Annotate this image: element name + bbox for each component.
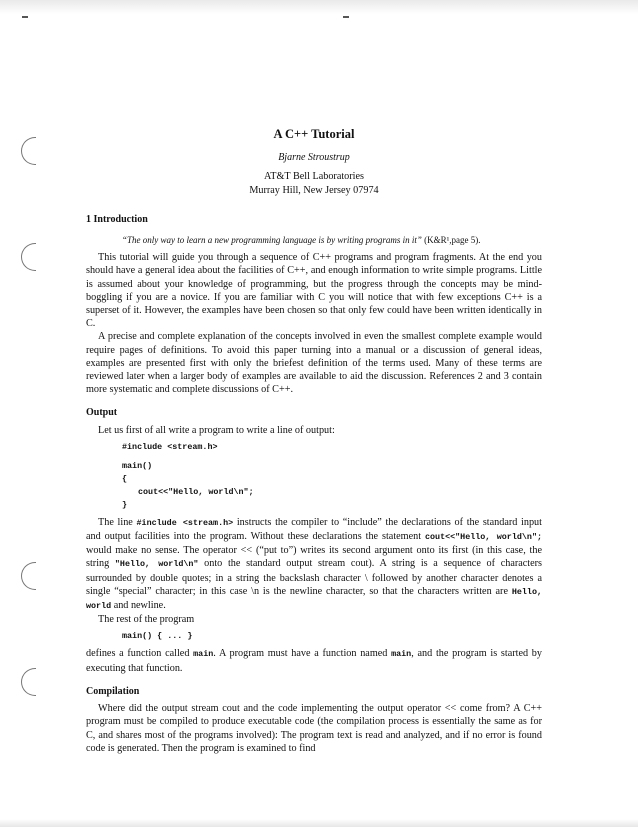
paragraph: A precise and complete explanation of the concepts involved in even the smallest complete example would require pages of definitions. To avoid this paper turning into a manual or a discussion of general ideas, examples are presented first with only the briefest definition of the terms used. Many of these terms are reviewed later when a larger body of examples are available to aid the discussion. References 2 and 3 contain more systematic and complete discussions of C++. (86, 331, 542, 396)
code-block (122, 630, 542, 643)
inline-code: Hello, world (86, 586, 542, 612)
paragraph (86, 647, 542, 674)
affiliation-line: AT&T Bell Laboratories (264, 171, 364, 183)
paragraph-text: onto the standard output stream cout). A string is a sequence of characters surrounded by double quotes; in a string the backslash character \ followed by another character denotes a single “special” character; in this case \n is the newline character, so that the characters written are (86, 558, 542, 597)
paragraph-text: . A program must have a function named (213, 648, 392, 660)
scan-mark (22, 16, 28, 18)
code-line: { (122, 473, 128, 484)
paragraph: This tutorial will guide you through a sequence of C++ programs and program fragments. At the end you should have a general idea about the facilities of C++, and enough information to write simple programs. Little is assumed about your knowledge of programming, but the progress through the concepts may be mind-boggling if you are a novice. If you are familiar with C you will notice that with few exceptions C++ is a superset of it. However, the examples have been chosen so that only few could have been written identically in C. (86, 252, 542, 330)
epigraph-text: “The only way to learn a new programming language is by writing programs in it” (122, 235, 422, 246)
inline-code: main (391, 649, 412, 660)
scan-edge-top (0, 0, 638, 14)
binder-hole-icon (21, 562, 36, 590)
paragraph: Let us first of all write a program to write a line of output: (98, 424, 335, 436)
paragraph: The rest of the program (98, 614, 195, 626)
code-line: #include <stream.h> (122, 441, 218, 452)
inline-code: cout<<"Hello, world\n"; (425, 532, 542, 543)
inline-code: "Hello, world\n" (114, 559, 199, 570)
paragraph-text: defines a function called (86, 648, 194, 660)
document-page (86, 128, 542, 755)
inline-code: main (193, 649, 214, 660)
affiliation-line: Murray Hill, New Jersey 07974 (249, 184, 379, 196)
paragraph-text: would make no sense. The operator << (“put to”) writes its second argument onto its first (in this case, the string (86, 545, 542, 570)
inline-code: #include <stream.h> (136, 517, 234, 528)
paragraph: Where did the output stream cout and the code implementing the output operator << come from? A C++ program must be compiled to produce executable code (the compilation process is essentially the same as for C, and shares most of the programs involved): The program text is read and analyzed, and if no error is found code is generated. Then the program is examined to find (86, 703, 542, 754)
section-heading-compilation: Compilation (86, 685, 140, 697)
paragraph-text: , and the program is started by executing that function. (86, 648, 542, 674)
code-line: main() { ... } (122, 631, 193, 642)
binder-hole-icon (21, 668, 36, 696)
epigraph-reference: (K&R¹,page 5). (424, 235, 481, 246)
scan-edge-bottom (0, 819, 638, 827)
paragraph-text: and newline. (111, 600, 166, 612)
code-line: } (122, 499, 128, 510)
scan-mark (343, 16, 349, 18)
section-heading-output: Output (86, 407, 118, 419)
document-title: A C++ Tutorial (273, 127, 355, 141)
code-block (122, 441, 542, 512)
code-line: cout<<"Hello, world\n"; (138, 486, 254, 497)
paragraph (86, 516, 542, 613)
section-heading-introduction: 1 Introduction (86, 213, 148, 225)
paragraph-text: instructs the compiler to “include” the declarations of the standard input and output facilities into the program. Without these declarations the statement (86, 516, 542, 543)
code-line: main() (122, 460, 153, 471)
author-name: Bjarne Stroustrup (278, 152, 350, 164)
paragraph-text: The line (98, 516, 137, 528)
binder-hole-icon (21, 137, 36, 165)
binder-hole-icon (21, 243, 36, 271)
epigraph (122, 234, 542, 247)
